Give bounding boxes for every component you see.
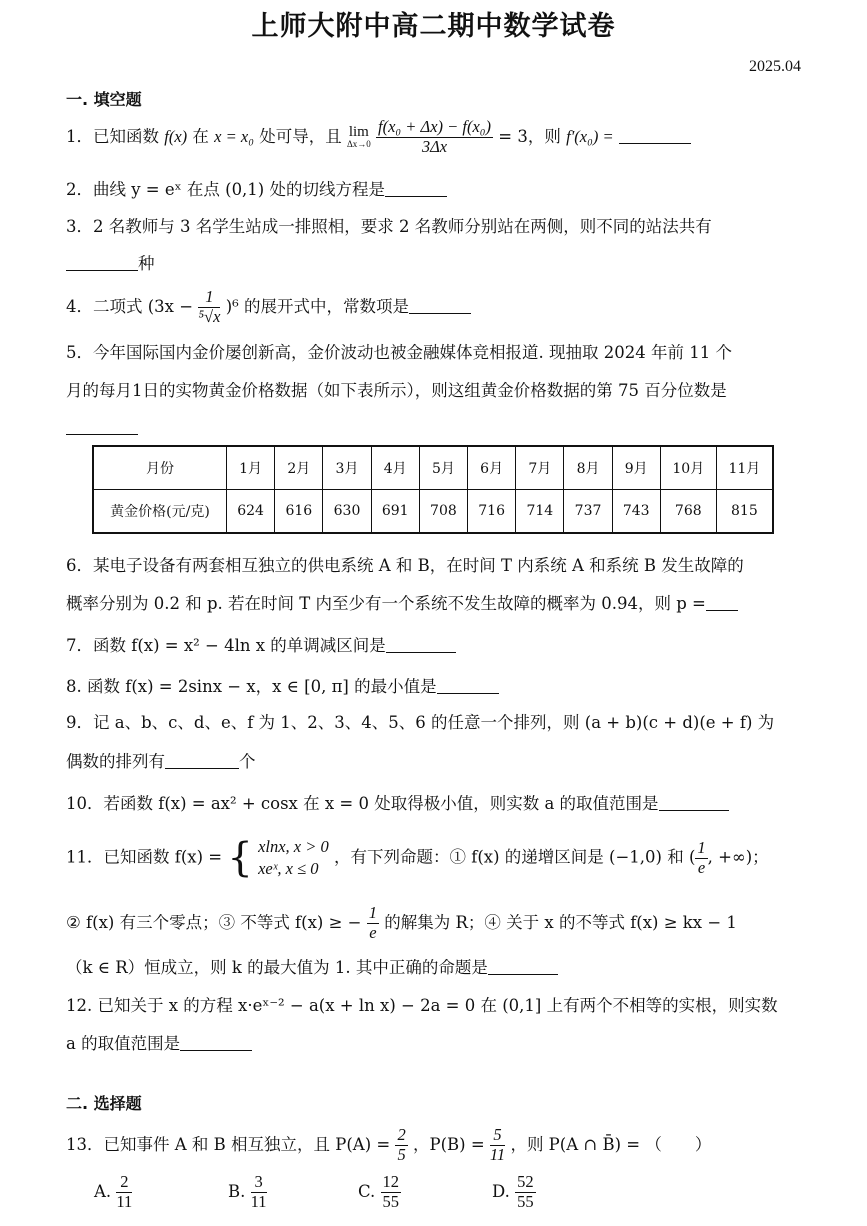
table-head-month: 月份 xyxy=(93,446,227,490)
q4-text-b: )⁶ 的展开式中，常数项是 xyxy=(225,296,409,316)
choice-num: 12 xyxy=(382,1172,400,1191)
table-cell: 11月 xyxy=(716,446,773,490)
table-cell: 743 xyxy=(612,490,660,534)
question-5-line-3 xyxy=(66,418,801,438)
q3-unit: 种 xyxy=(138,254,155,273)
table-cell: 708 xyxy=(419,490,467,534)
q1-ask: f′(x₀) = xyxy=(566,126,614,146)
exam-date: 2025.04 xyxy=(749,58,801,75)
gold-price-table xyxy=(92,445,774,534)
q13-text-c: ，则 P(A ∩ B̄) = （ ） xyxy=(510,1134,712,1154)
q11-text-b: ，有下列命题：① f(x) 的递增区间是 (−1,0) 和 ( xyxy=(334,847,696,867)
table-cell: 7月 xyxy=(516,446,564,490)
section-fill-in-heading: 一. 填空题 xyxy=(66,90,142,109)
q4-text-a: 4．二项式 (3x − xyxy=(66,296,194,316)
q11-brace: { xyxy=(227,835,253,881)
question-9: 9．记 a、b、c、d、e、f 为 1、2、3、4、5、6 的任意一个排列，则 (a + b)(c + d)(e + f) 为 xyxy=(66,713,775,732)
choice-fraction xyxy=(251,1173,267,1212)
question-12: 12. 已知关于 x 的方程 x·eˣ⁻² − a(x + ln x) − 2a = 0 在 (0,1] 上有两个不相等的实根，则实数 xyxy=(66,996,778,1015)
table-row-prices xyxy=(93,490,773,534)
choice-num: 2 xyxy=(116,1173,132,1193)
q1-numerator: f(x₀ + Δx) − f(x₀) xyxy=(377,117,492,136)
choice-label: B. xyxy=(228,1181,246,1201)
choice-den: 11 xyxy=(250,1191,267,1211)
q1-answer-blank[interactable] xyxy=(619,143,691,144)
q11-cases xyxy=(258,836,329,881)
choice-label: C. xyxy=(358,1181,376,1201)
q4-answer-blank[interactable] xyxy=(409,313,471,314)
q13-pa-num: 2 xyxy=(397,1125,406,1144)
q11-frac1-num: 1 xyxy=(697,837,706,857)
question-12-line-2 xyxy=(66,1034,801,1054)
q10-text: 10．若函数 f(x) = ax² + cosx 在 x = 0 处取得极小值，则实数 a 的取值范围是 xyxy=(66,794,659,813)
q13-pa-den: 5 xyxy=(397,1144,406,1164)
q2-answer-blank[interactable] xyxy=(385,196,447,197)
q11-frac1-den: e xyxy=(697,857,706,877)
choice-fraction xyxy=(116,1173,132,1212)
q4-fraction xyxy=(198,288,220,327)
q4-numerator: 1 xyxy=(198,288,220,308)
q11-line2-a: ② f(x) 有三个零点；③ 不等式 f(x) ≥ − xyxy=(66,912,362,932)
q1-fx: f(x) xyxy=(164,126,188,146)
table-cell: 737 xyxy=(564,490,612,534)
q13-text-b: ，P(B) = xyxy=(412,1134,485,1154)
choice-label: D. xyxy=(492,1181,510,1201)
table-cell: 5月 xyxy=(419,446,467,490)
q13-pb-den: 11 xyxy=(489,1144,506,1164)
q13-choice-b[interactable] xyxy=(228,1173,267,1212)
section-choice-heading: 二. 选择题 xyxy=(66,1094,142,1113)
q13-choice-a[interactable] xyxy=(94,1173,132,1212)
table-cell: 10月 xyxy=(660,446,716,490)
question-11 xyxy=(66,834,801,882)
table-cell: 8月 xyxy=(564,446,612,490)
q9-text-a: 偶数的排列有 xyxy=(66,752,165,771)
q1-equals: = 3，则 xyxy=(498,126,561,146)
question-4 xyxy=(66,288,801,327)
q4-denominator: ⁵√x xyxy=(198,306,221,326)
choice-fraction xyxy=(515,1173,536,1212)
table-cell: 2月 xyxy=(275,446,323,490)
q9-text-b: 个 xyxy=(239,752,256,771)
q12-text: a 的取值范围是 xyxy=(66,1034,181,1053)
q7-answer-blank[interactable] xyxy=(386,652,456,653)
q1-lim-subscript: Δx→0 xyxy=(346,139,371,150)
table-head-price: 黄金价格(元/克) xyxy=(93,490,227,534)
q1-fraction xyxy=(376,118,493,157)
q11-line3: （k ∈ R）恒成立，则 k 的最大值为 1. 其中正确的命题是 xyxy=(66,958,488,977)
q11-text-a: 11．已知函数 f(x) = xyxy=(66,847,223,867)
table-cell: 1月 xyxy=(227,446,275,490)
question-5: 5．今年国际国内金价屡创新高，金价波动也被金融媒体竞相报道. 现抽取 2024 年前 11 个 xyxy=(66,343,732,362)
table-cell: 3月 xyxy=(323,446,371,490)
q2-text: 2．曲线 y = eˣ 在点 (0,1) 处的切线方程是 xyxy=(66,180,385,199)
question-3-line-2 xyxy=(66,254,801,274)
q10-answer-blank[interactable] xyxy=(659,810,729,811)
question-11-line-2 xyxy=(66,904,801,943)
question-1 xyxy=(66,118,801,157)
table-cell: 624 xyxy=(227,490,275,534)
table-cell: 714 xyxy=(516,490,564,534)
q11-answer-blank[interactable] xyxy=(488,974,558,975)
q11-frac2-num: 1 xyxy=(368,903,377,922)
table-cell: 6月 xyxy=(468,446,516,490)
choice-fraction xyxy=(381,1173,402,1212)
page-title: 上师大附中高二期中数学试卷 xyxy=(251,11,616,42)
q11-line2-b: 的解集为 R；④ 关于 x 的不等式 f(x) ≥ kx − 1 xyxy=(384,912,737,932)
q7-text: 7．函数 f(x) = x² − 4ln x 的单调减区间是 xyxy=(66,636,386,655)
choice-den: 11 xyxy=(116,1191,133,1211)
q1-text-a: 已知函数 xyxy=(93,126,159,146)
q13-pb-num: 5 xyxy=(490,1126,505,1146)
q13-pa-fraction xyxy=(395,1126,407,1165)
q3-answer-blank[interactable] xyxy=(66,270,138,271)
q9-answer-blank[interactable] xyxy=(165,768,239,769)
q11-case-1: xlnx, x > 0 xyxy=(258,836,329,856)
q8-answer-blank[interactable] xyxy=(437,693,499,694)
q1-limit xyxy=(347,125,371,149)
q1-text-b: 在 xyxy=(192,126,209,146)
question-6-line-2 xyxy=(66,594,801,614)
q13-text-a: 13．已知事件 A 和 B 相互独立，且 P(A) = xyxy=(66,1134,391,1154)
question-9-line-2 xyxy=(66,752,801,772)
table-cell: 9月 xyxy=(612,446,660,490)
table-cell: 616 xyxy=(275,490,323,534)
q1-text-c: 处可导，且 xyxy=(259,126,342,146)
question-10 xyxy=(66,794,801,814)
q11-fraction-2 xyxy=(367,904,379,943)
choice-num: 52 xyxy=(517,1172,534,1191)
choice-num: 3 xyxy=(251,1173,267,1193)
choice-den: 55 xyxy=(382,1191,400,1211)
question-8 xyxy=(66,677,801,697)
q5-answer-blank[interactable] xyxy=(66,434,138,435)
q8-text: 8. 函数 f(x) = 2sinx − x，x ∈ [0, π] 的最小值是 xyxy=(66,677,437,696)
question-13 xyxy=(66,1126,801,1165)
question-11-line-3 xyxy=(66,958,801,978)
table-cell: 716 xyxy=(468,490,516,534)
table-cell: 630 xyxy=(323,490,371,534)
question-3: 3．2 名教师与 3 名学生站成一排照相，要求 2 名教师分别站在两侧，则不同的站法共有 xyxy=(66,217,712,236)
table-cell: 768 xyxy=(660,490,716,534)
q11-fraction-1 xyxy=(695,839,707,878)
question-2 xyxy=(66,180,801,200)
question-7 xyxy=(66,636,801,656)
q11-frac2-den: e xyxy=(369,922,377,942)
table-cell: 4月 xyxy=(371,446,419,490)
q1-condition: x = x₀ xyxy=(214,126,254,146)
q13-choice-c[interactable] xyxy=(358,1173,401,1212)
choice-label: A. xyxy=(94,1181,112,1201)
q1-denominator: 3Δx xyxy=(421,136,448,156)
table-row-months xyxy=(93,446,773,490)
q13-choice-d[interactable] xyxy=(492,1173,536,1212)
q11-text-c: , +∞)； xyxy=(707,847,769,867)
q1-number: 1． xyxy=(66,126,93,146)
table-cell: 691 xyxy=(371,490,419,534)
q6-answer-blank[interactable] xyxy=(706,610,738,611)
q12-answer-blank[interactable] xyxy=(180,1050,252,1051)
q1-lim-word: lim xyxy=(348,124,369,141)
question-5-line-2: 月的每月1日的实物黄金价格数据（如下表所示），则这组黄金价格数据的第 75 百分位数是 xyxy=(66,381,727,400)
question-6: 6．某电子设备有两套相互独立的供电系统 A 和 B，在时间 T 内系统 A 和系统 B 发生故障的 xyxy=(66,556,744,575)
table-cell: 815 xyxy=(716,490,773,534)
choice-den: 55 xyxy=(517,1191,534,1211)
q6-text: 概率分别为 0.2 和 p. 若在时间 T 内至少有一个系统不发生故障的概率为 0.94，则 p = xyxy=(66,594,706,613)
q13-pb-fraction xyxy=(490,1126,505,1165)
q11-case-2: xeˣ, x ≤ 0 xyxy=(258,859,319,878)
